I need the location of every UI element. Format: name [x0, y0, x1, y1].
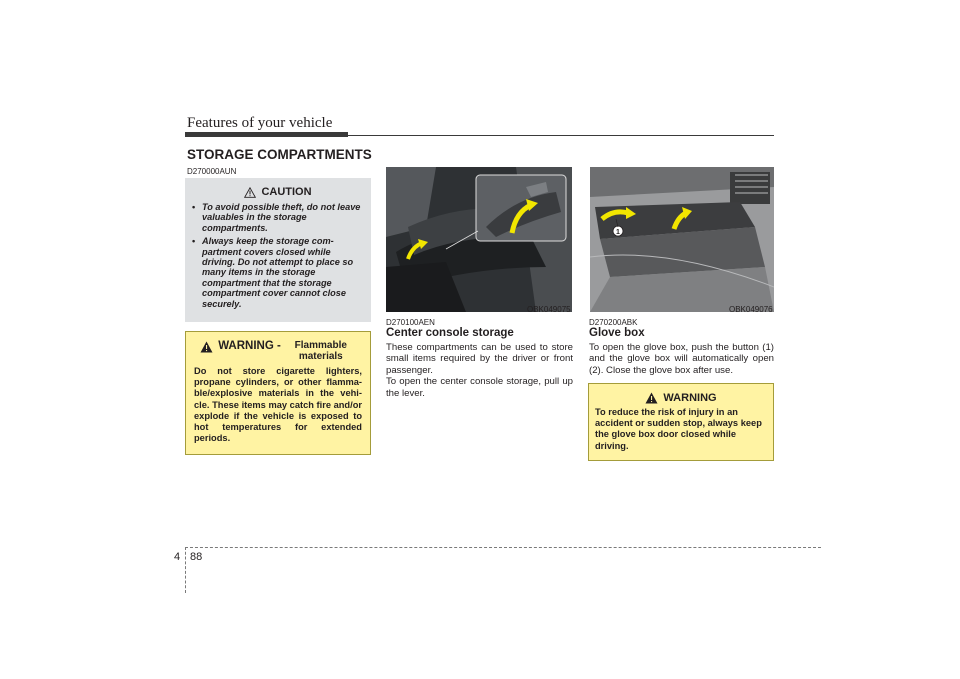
warning-flammable-title: WARNING -	[218, 340, 281, 352]
running-header: Features of your vehicle	[187, 115, 333, 131]
glove-box-figure-label: OBK049076	[729, 305, 773, 314]
chapter-number: 4	[174, 551, 181, 563]
section-code: D270000AUN	[187, 167, 237, 176]
glove-box-code: D270200ABK	[589, 318, 638, 327]
warning-driving-title: WARNING	[663, 392, 717, 404]
center-console-text	[386, 342, 573, 399]
caution-item: • Always keep the storage com-partment covers closed while driving. Do not attempt to place so many items in the storage compartment that the storage compartment cover cannot close securely.	[192, 236, 354, 309]
section-title: STORAGE COMPARTMENTS	[187, 147, 372, 162]
center-console-title: Center console storage	[386, 327, 514, 339]
header-bar	[185, 132, 348, 137]
warning-driving-text: To reduce the risk of injury in an accident or sudden stop, always keep the glove box door closed while driving.	[595, 407, 762, 451]
glove-box-paragraph: To open the glove box, push the button (1) and the glove box will automatically open (2). Close the glove box after use.	[589, 342, 774, 376]
glove-box-title: Glove box	[589, 327, 645, 339]
caution-box	[185, 178, 371, 322]
warning-triangle-icon	[200, 341, 213, 353]
warning-triangle-icon	[645, 392, 658, 404]
footer-rule	[185, 547, 821, 548]
center-console-figure-label: OBK049075	[527, 305, 571, 314]
caution-list	[192, 202, 364, 309]
center-console-photo	[386, 167, 572, 312]
page-number: 88	[190, 551, 203, 563]
warning-flammable-subtitle: Flammable materials	[294, 340, 347, 362]
caution-heading	[192, 186, 364, 198]
warning-flammable-box	[185, 331, 371, 455]
caution-title: CAUTION	[261, 186, 312, 198]
warning-flammable-heading	[194, 340, 362, 362]
center-console-paragraph: These compartments can be used to store small items required by the driver or front passenger.	[386, 342, 573, 376]
glove-box-callout-number: 1	[616, 229, 620, 236]
footer-divider	[185, 547, 186, 593]
center-console-code: D270100AEN	[386, 318, 435, 327]
glove-box-photo	[590, 167, 774, 312]
caution-triangle-icon	[244, 187, 256, 198]
center-console-paragraph: To open the center console storage, pull up the lever.	[386, 376, 573, 399]
warning-driving-box	[588, 383, 774, 461]
warning-flammable-text: Do not store cigarette lighters, propane cylinders, or other flamma-ble/explosive materials in the vehi-cle. These items may catch fire and/or explode if the vehicle is exposed to hot temperatures for extended periods.	[194, 366, 362, 444]
warning-driving-heading	[595, 392, 767, 404]
glove-box-text	[589, 342, 774, 376]
caution-item: • To avoid possible theft, do not leave valuables in the storage compartments.	[192, 202, 361, 233]
